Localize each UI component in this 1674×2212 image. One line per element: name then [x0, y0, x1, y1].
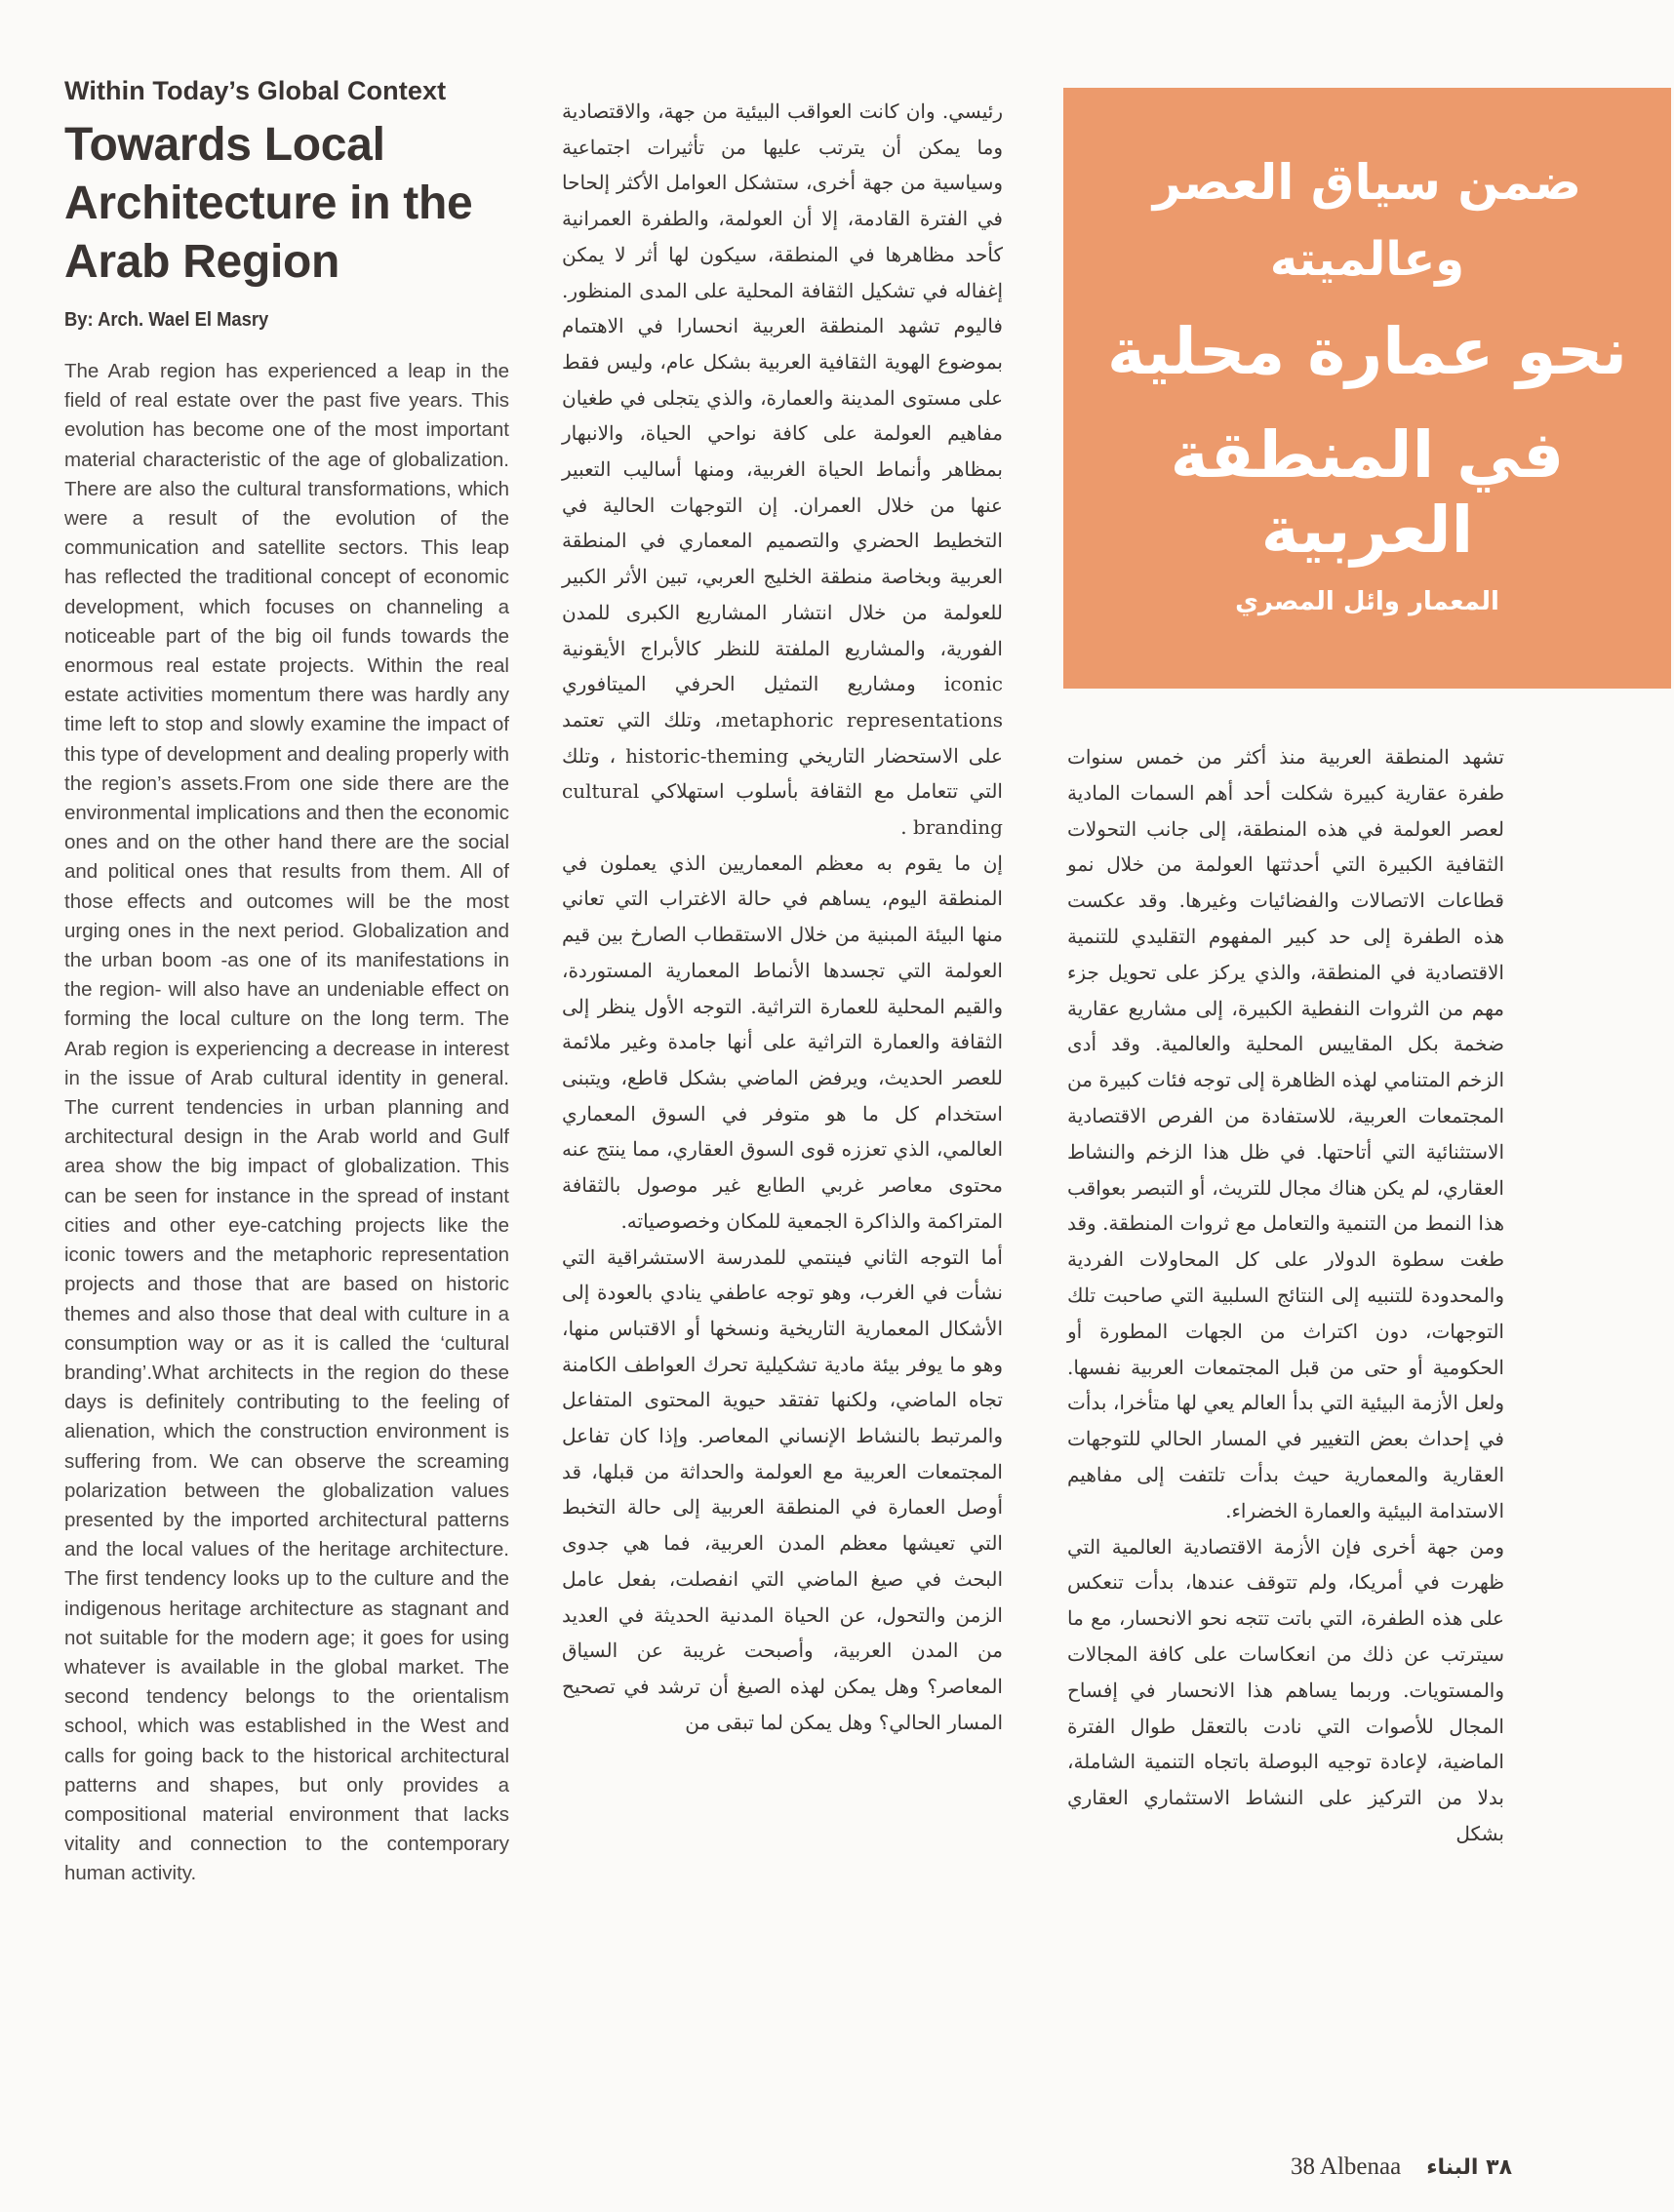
arabic-title-line-1: نحو عمارة محلية	[1106, 314, 1628, 389]
folio-arabic: ٣٨ البناء	[1426, 2155, 1512, 2180]
article-body-english: The Arab region has experienced a leap in the field of real estate over the past five years. This evolution has become one of the most important material characteristic of the age of globalization. There are also the cultural transformations, which were a result of the evolution of the communication and satellite sectors. This leap has reflected the traditional concept of economic development, which focuses on channeling a noticeable part of the big oil funds towards the enormous real estate projects. Within the real estate activities momentum there was hardly any time left to stop and slowly examine the impact of this type of development and dealing properly with the region’s assets.From one side there are the environmental implications and then the economic ones and on the other hand there are the social and political ones that results from them. All of those effects and outcomes will be the most urging ones in the next period. Globalization and the urban boom -as one of its manifestations in the region- will also have an undeniable effect on forming the local culture on the long term. The Arab region is experiencing a decrease in interest in the issue of Arab cultural identity in general. The current tendencies in urban planning and architectural design in the Arab world and Gulf area show the big impact of globalization. This can be seen for instance in the spread of instant cities and other eye-catching projects like the iconic towers and the metaphoric representation projects and those that are based on historic themes and also those that deal with culture in a consumption way or as it is called the ‘cultural branding’.What architects in the region do these days is definitely contributing to the feeling of alienation, which the construction environment is suffering from. We can observe the screaming polarization between the globalization values presented by the imported architectural patterns and the local values of the heritage architecture. The first tendency looks up to the culture and the indigenous heritage architecture as stagnant and not suitable for the modern age; it goes for using whatever is available in the global market. The second tendency belongs to the orientalism school, which was established in the West and calls for going back to the historical architectural patterns and shapes, but only provides a compositional material environment that lacks vitality and connection to the contemporary human activity.	[64, 360, 509, 1885]
arabic-paragraph: أما التوجه الثاني فينتمي للمدرسة الاستشراقية التي نشأت في الغرب، وهو توجه عاطفي ينادي بالعودة إلى الأشكال المعمارية التاريخية ونسخها أو الاقتباس منها، وهو ما يوفر بيئة مادية تشكيلية تحرك العواطف الكامنة تجاه الماضي، ولكنها تفتقد حيوية المحتوى المتفاعل والمرتبط بالنشاط الإنساني المعاصر. وإذا كان تفاعل المجتمعات العربية مع العولمة والحداثة من قبلها، قد أوصل العمارة في المنطقة العربية إلى حالة التخبط التي تعيشها معظم المدن العربية، فما هي جدوى البحث في صيغ الماضي التي انفصلت، بفعل عامل الزمن والتحول، عن الحياة المدنية الحديثة في العديد من المدن العربية، وأصبحت غريبة عن السياق المعاصر؟ وهل يمكن لهذه الصيغ أن ترشد في تصحيح المسار الحالي؟ وهل يمكن لما تبقى من	[562, 1244, 1003, 1734]
arabic-middle-column	[562, 94, 1003, 1740]
arabic-kicker-line-2: وعالميته	[1269, 232, 1465, 287]
english-article	[64, 76, 509, 1889]
arabic-title-line-2: في المنطقة العربية	[1170, 417, 1565, 568]
arabic-byline: المعمار وائل المصري	[1235, 587, 1499, 616]
arabic-paragraph: إن ما يقوم به معظم المعماريين الذي يعملون في المنطقة اليوم، يساهم في حالة الاغتراب التي تعاني منها البيئة المبنية من خلال الاستقطاب الصارخ بين قيم العولمة التي تجسدها الأنماط المعمارية المستوردة، والقيم المحلية للعمارة التراثية. التوجه الأول ينظر إلى الثقافة والعمارة التراثية على أنها جامدة وغير ملائمة للعصر الحديث، ويرفض الماضي بشكل قاطع، ويتبنى استخدام كل ما هو متوفر في السوق المعماري العالمي، الذي تعززه قوى السوق العقاري، مما ينتج عنه محتوى معاصر غربي الطابع غير موصول بالثقافة المتراكمة والذاكرة الجمعية للمكان وخصوصياته.	[562, 850, 1003, 1233]
article-title: Towards Local Architecture in the Arab Region	[64, 119, 473, 288]
arabic-title-box	[1063, 88, 1671, 689]
page-footer	[1258, 2153, 1512, 2181]
article-byline: By: Arch. Wael El Masry	[64, 309, 269, 331]
arabic-paragraph: تشهد المنطقة العربية منذ أكثر من خمس سنوات طفرة عقارية كبيرة شكلت أحد أهم السمات المادية لعصر العولمة في هذه المنطقة، إلى جانب التحولات الثقافية الكبيرة التي أحدثتها العولمة من خلال نمو قطاعات الاتصالات والفضائيات وغيرها. وقد عكست هذه الطفرة إلى حد كبير المفهوم التقليدي للتنمية الاقتصادية في المنطقة، والذي يركز على تحويل جزء مهم من الثروات النفطية الكبيرة، إلى مشاريع عقارية ضخمة بكل المقاييس المحلية والعالمية. وقد أدى الزخم المتنامي لهذه الظاهرة إلى توجه فئات كبيرة من المجتمعات العربية، للاستفادة من الفرص الاقتصادية الاستثنائية التي أتاحتها. في ظل هذا الزخم والنشاط العقاري، لم يكن هناك مجال للتريث، أو التبصر بعواقب هذا النمط من التنمية والتعامل مع ثروات المنطقة. وقد طغت سطوة الدولار على كل المحاولات الفردية والمحدودة للتنبيه إلى النتائج السلبية التي صاحبت تلك التوجهات، دون اكتراث من الجهات المطورة أو الحكومية أو حتى من قبل المجتمعات العربية نفسها. ولعل الأزمة البيئية التي بدأ العالم يعي لها متأخرا، بدأت في إحداث بعض التغيير في المسار الحالي للتوجهات العقارية والمعمارية حيث بدأت تلتفت إلى مفاهيم الاستدامة البيئية والعمارة الخضراء.	[1067, 745, 1504, 1522]
article-kicker: Within Today’s Global Context	[64, 76, 447, 105]
arabic-kicker-line-1: ضمن سياق العصر	[1152, 154, 1582, 211]
arabic-paragraph: ومن جهة أخرى فإن الأزمة الاقتصادية العالمية التي ظهرت في أمريكا، ولم تتوقف عندها، بدأت تنعكس على هذه الطفرة، التي باتت تتجه نحو الانحسار، مع ما سيترتب عن ذلك من انعكاسات على كافة المجالات والمستويات. وربما يساهم هذا الانحسار في إفساح المجال للأصوات التي نادت بالتعقل طوال الفترة الماضية، لإعادة توجيه البوصلة باتجاه التنمية الشاملة، بدلا من التركيز على النشاط الاستثماري العقاري بشكل	[1067, 1534, 1504, 1845]
arabic-right-column	[1067, 739, 1504, 1852]
arabic-paragraph: رئيسي. وان كانت العواقب البيئية من جهة، والاقتصادية وما يمكن أن يترتب عليها من تأثيرات اجتماعية وسياسية من جهة أخرى، ستشكل العوامل الأكثر إلحاحا في الفترة القادمة، إلا أن العولمة، والطفرة العمرانية كأحد مظاهرها في المنطقة، سيكون لها أثر لا يمكن إغفاله في تشكيل الثقافة المحلية على المدى المنظور. فاليوم تشهد المنطقة العربية انحسارا في الاهتمام بموضوع الهوية الثقافية العربية بشكل عام، وليس فقط على مستوى المدينة والعمارة، والذي يتجلى في طغيان مفاهيم العولمة على كافة نواحي الحياة، والانبهار بمظاهر وأنماط الحياة الغربية، ومنها أساليب التعبير عنها من خلال العمران. إن التوجهات الحالية في التخطيط الحضري والتصميم المعماري في المنطقة العربية وبخاصة منطقة الخليج العربي، تبين الأثر الكبير للعولمة من خلال انتشار المشاريع الكبرى للمدن الفورية، والمشاريع الملفتة للنظر كالأبراج الأيقونية iconic ومشاريع التمثيل الحرفي الميتافوري metaphoric representations، وتلك التي تعتمد على الاستحضار التاريخي historic-theming ، وتلك التي تتعامل مع الثقافة بأسلوب استهلاكي cultural branding .	[562, 99, 1003, 840]
folio-english: 38 Albenaa	[1291, 2153, 1402, 2180]
